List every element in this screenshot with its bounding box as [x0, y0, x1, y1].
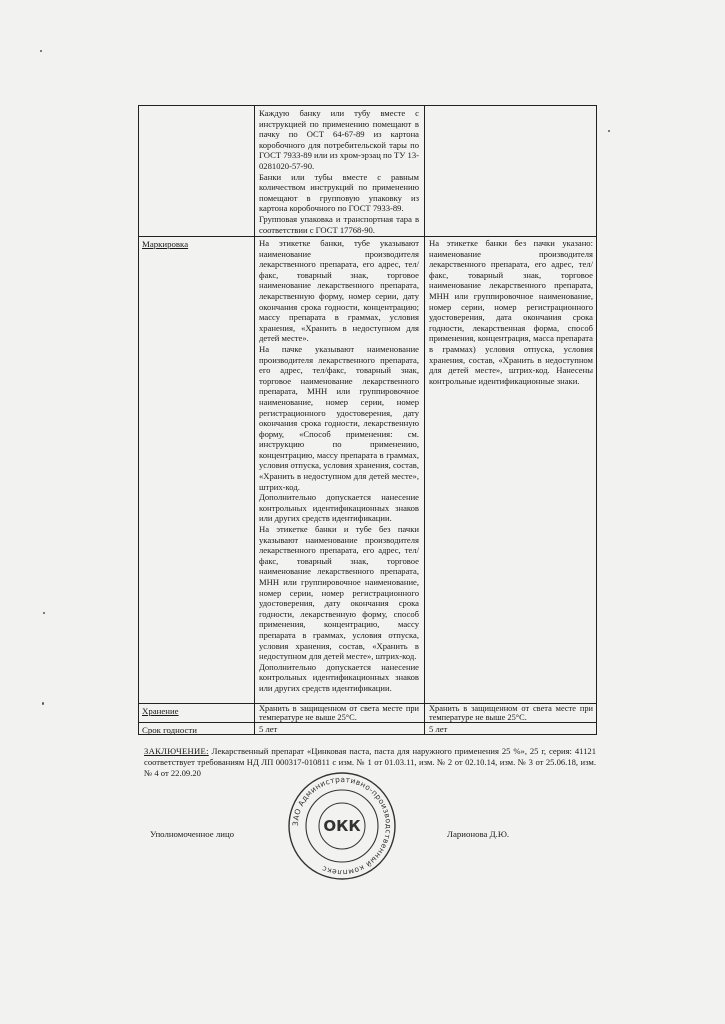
marking-paragraph: На этикетке банки и тубе без пачки указывают наименование производителя лекарственного препарата, его адрес, тел/факс, товарный знак, торговое наименование лекарственного препарата, МНН или группировочное наименование, номер серии, номер регистрационного удостоверения, дату окончания срока годности, лекарственную форму, способ применения, концентрацию, массу препарата в граммах, условия отпуска, условия хранения, состав, «Хранить в недоступном для детей месте», штрих-код. [259, 524, 419, 662]
packaging-paragraph: Каждую банку или тубу вместе с инструкцией по применению помещают в пачку по ОСТ 64-67-89 из картона коробочного для потребительской тары по ГОСТ 7933-89 или из хром-эрзац по ТУ 13-0281020-57-90. [259, 108, 419, 171]
marking-paragraph: Дополнительно допускается нанесение контрольных идентификационных знаков или других средств идентификации. [259, 661, 419, 693]
column-divider-2 [424, 106, 425, 734]
conclusion-heading: ЗАКЛЮЧЕНИЕ: [144, 746, 209, 756]
storage-text-col2: Хранить в защищенном от света месте при температуре не выше 25°С. [259, 704, 419, 722]
specification-table [138, 105, 597, 735]
column-divider-1 [254, 106, 255, 734]
marking-paragraph: Дополнительно допускается нанесение контрольных идентификационных знаков или других средств идентификации. [259, 492, 419, 524]
storage-text-col3: Хранить в защищенном от света месте при температуре не выше 25°С. [429, 704, 593, 722]
stamp-center-text: ОКК [323, 817, 361, 835]
packaging-text [259, 108, 419, 234]
packaging-paragraph: Групповая упаковка и транспортная тара в соответствии с ГОСТ 17768-90. [259, 213, 419, 234]
packaging-paragraph: Банки или тубы вместе с равным количеством инструкций по применению помещают в групповую упаковку из картона коробочного по ГОСТ 7933-89. [259, 171, 419, 214]
row-divider-shelf [139, 722, 596, 723]
authorized-person-role: Уполномоченное лицо [150, 829, 235, 839]
marking-text-col2 [259, 238, 419, 701]
stamp-ring-text: ЗАО Административно-производственный комплекс [290, 774, 394, 878]
row-divider-marking [139, 236, 596, 237]
authorized-person-name: Ларионова Д.Ю. [447, 829, 510, 839]
scan-speck [40, 50, 42, 52]
shelf-life-label: Срок годности [142, 725, 197, 735]
conclusion-text: Лекарственный препарат «Цинковая паста, паста для наружного применения 25 %», 25 г, серия: 41121 соответствует требованиям НД ЛП 000317-010811 с изм. № 1 от 01.03.11, изм. № 2 от 02.10.14, изм. № 3 от 25.06.18, изм. № 4 от 22.09.20 [144, 746, 596, 778]
marking-paragraph: На этикетке банки без пачки указано: наименование производителя лекарственного препарата, его адрес, тел/факс, товарный знак, торговое наименование лекарственного препарата, МНН или группировочное наименование, номер серии, номер регистрационного удостоверения, дата окончания срока годности, лекарственная форма, способ применения, концентрация, масса препарата в граммах) условия отпуска, условия хранения, состав, «Хранить в недоступном для детей месте», штрих-код. Нанесены контрольные идентификационные знаки. [429, 238, 593, 386]
seal-stamp [286, 770, 398, 882]
scan-speck [43, 612, 45, 614]
storage-label: Хранение [142, 706, 179, 716]
scan-speck [608, 130, 610, 132]
shelf-life-col2: 5 лет [259, 724, 278, 734]
marking-text-col3 [429, 238, 593, 398]
shelf-life-col3: 5 лет [429, 724, 448, 734]
scan-speck [42, 702, 44, 705]
marking-label: Маркировка [142, 239, 189, 249]
marking-paragraph: На этикетке банки, тубе указывают наименование производителя лекарственного препарата, его адрес, тел/факс, товарный знак, торговое наименование лекарственного препарата, лекарственную форму, номер серии, дату окончания срока годности, концентрацию; массу препарата в граммах, условия хранения, «Хранить в недоступном для детей месте». [259, 238, 419, 344]
marking-paragraph: На пачке указывают наименование производителя лекарственного препарата, его адрес, тел/факс, товарный знак, торговое наименование лекарственного препарата, МНН или группировочное наименование, номер серии, номер регистрационного удостоверения, дату окончания срока годности, лекарственную форму, «Способ применения: см. инструкцию по применению, концентрацию, массу препарата в граммах, условия отпуска, условия хранения, состав, «Хранить в недоступном для детей месте», штрих-код. [259, 343, 419, 492]
